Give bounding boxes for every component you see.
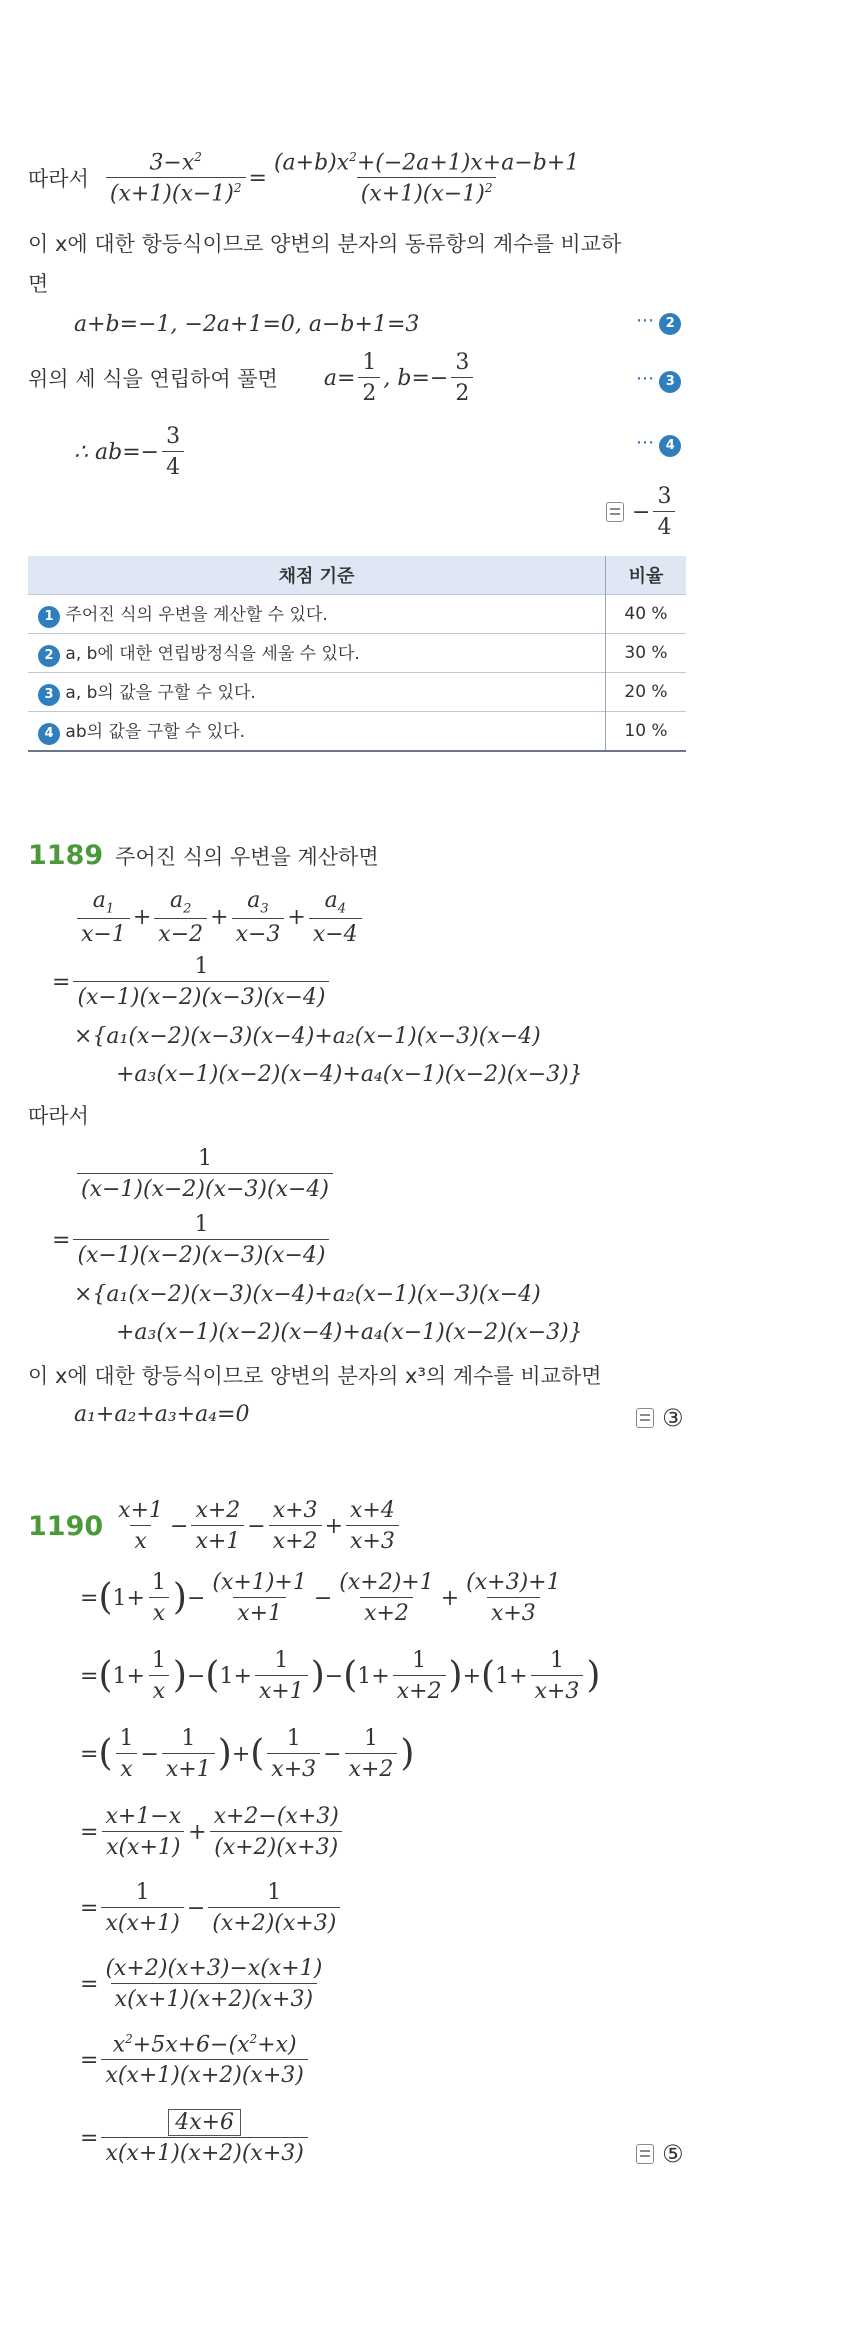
p1190-answer: ⑤ [636, 2140, 684, 2168]
p1190-line5: = $\frac{x+1-x}{x(x+1)}$ + $\frac{x+2-(x+3)}{(x+2)(x+3)}$ [80, 1804, 346, 1860]
sec1-answer: − $\frac{3}{4}$ [606, 484, 678, 540]
table-row: 2 a, b에 대한 연립방정식을 세울 수 있다. 30 % [28, 634, 686, 673]
p1189-eq2-lhs: $\frac{1}{(x-1)(x-2)(x-3)(x-4)}$ [74, 1146, 336, 1202]
sec1-line4: ∴ ab=− $\frac{3}{4}$ [74, 424, 187, 480]
sec1-text1: 이 x에 대한 항등식이므로 양변의 분자의 동류항의 계수를 비교하 [28, 232, 622, 256]
answer-icon [636, 1408, 654, 1428]
p1189-times-c: ×{a₁(x−2)(x−3)(x−4)+a₂(x−1)(x−3)(x−4) [74, 1282, 541, 1307]
p1190-line7: = $\frac{(x+2)(x+3)-x(x+1)}{x(x+1)(x+2)(x+3)}$ [80, 1956, 323, 2012]
fraction: $\frac{3-x^2}{(x+1)(x-1)^2}$ [106, 150, 246, 207]
p1189-header: 1189 주어진 식의 우변을 계산하면 [28, 840, 379, 871]
problem-number: 1189 [28, 840, 104, 871]
p1189-times-b: +a₃(x−1)(x−2)(x−4)+a₄(x−1)(x−2)(x−3)} [116, 1062, 583, 1087]
p1189-fracs: $\frac{a_1}{x-1}$ + $\frac{a_2}{x-2}$ + $\frac{a_3}{x-3}$ + $\frac{a_4}{x-4}$ [74, 888, 365, 947]
header-ratio: 비율 [606, 556, 687, 595]
p1190-line1: 1190 $\frac{x+1}{x}$ − $\frac{x+2}{x+1}$ − $\frac{x+3}{x+2}$ + $\frac{x+4}{x+3}$ [28, 1498, 402, 1554]
p1190-line8: = $\frac{x^2+5x+6-(x^2+x)}{x(x+1)(x+2)(x+3)}$ [80, 2032, 311, 2088]
p1189-eq2-rhs: = $\frac{1}{(x-1)(x-2)(x-3)(x-4)}$ [52, 1212, 332, 1268]
answer-icon [606, 502, 624, 522]
sec1-eq2: a+b=−1, −2a+1=0, a−b+1=3 [74, 312, 420, 337]
p1189-text-end: 이 x에 대한 항등식이므로 양변의 분자의 x³의 계수를 비교하면 [28, 1364, 602, 1388]
fraction: $\frac{(a+b)x^2+(-2a+1)x+a-b+1}{(x+1)(x-1)^2}$ [273, 150, 580, 207]
scoring-table [28, 556, 686, 752]
p1189-therefore: 따라서 [28, 1104, 89, 1128]
p1189-eq1: = $\frac{1}{(x-1)(x-2)(x-3)(x-4)}$ [52, 954, 332, 1010]
table-row: 1 주어진 식의 우변을 계산할 수 있다. 40 % [28, 595, 686, 634]
p1190-line3: = ( 1+ $\frac{1}{x}$ ) − ( 1+ $\frac{1}{x+1}$ ) − ( 1+ $\frac{1}{x+2}$ ) + ( 1+ $\frac{1}{x+3}$ ) [80, 1648, 601, 1704]
marker-2: ··· 2 [636, 310, 681, 335]
marker-4: ··· 4 [636, 432, 681, 457]
problem-number: 1190 [28, 1510, 104, 1542]
p1190-line4: = ( $\frac{1}{x}$ − $\frac{1}{x+1}$ ) + ( $\frac{1}{x+3}$ − $\frac{1}{x+2}$ ) [80, 1726, 415, 1782]
answer-icon [636, 2144, 654, 2164]
table-header [28, 556, 686, 595]
table-row: 3 a, b의 값을 구할 수 있다. 20 % [28, 673, 686, 712]
header-criteria: 채점 기준 [28, 556, 606, 595]
p1190-line6: = $\frac{1}{x(x+1)}$ − $\frac{1}{(x+2)(x+3)}$ [80, 1880, 343, 1936]
boxed-numerator: 4x+6 [168, 2109, 241, 2136]
sec1-text1b: 면 [28, 272, 49, 296]
p1189-answer: ③ [636, 1404, 684, 1432]
p1189-times-d: +a₃(x−1)(x−2)(x−4)+a₄(x−1)(x−2)(x−3)} [116, 1320, 583, 1345]
table-row: 4 ab의 값을 구할 수 있다. 10 % [28, 712, 686, 752]
p1189-times-a: ×{a₁(x−2)(x−3)(x−4)+a₂(x−1)(x−3)(x−4) [74, 1024, 541, 1049]
p1190-line9: = $\frac{4x+6}{x(x+1)(x+2)(x+3)}$ [80, 2110, 311, 2166]
p1190-line2: = ( 1+ $\frac{1}{x}$ ) − $\frac{(x+1)+1}{x+1}$ − $\frac{(x+2)+1}{x+2}$ + $\frac{(x+3)+1}{x+3}$ [80, 1570, 561, 1626]
marker-3: ··· 3 [636, 368, 681, 393]
sec1-intro: 따라서 [28, 167, 89, 192]
sec1-line3: 위의 세 식을 연립하여 풀면 a= $\frac{1}{2}$ , b=− $\frac{3}{2}$ [28, 350, 476, 406]
sec1-line1: 따라서 $\frac{3-x^2}{(x+1)(x-1)^2}$ = $\frac{(a+b)x^2+(-2a+1)x+a-b+1}{(x+1)(x-1)^2}$ [28, 150, 586, 207]
p1189-result: a₁+a₂+a₃+a₄=0 [74, 1402, 250, 1427]
